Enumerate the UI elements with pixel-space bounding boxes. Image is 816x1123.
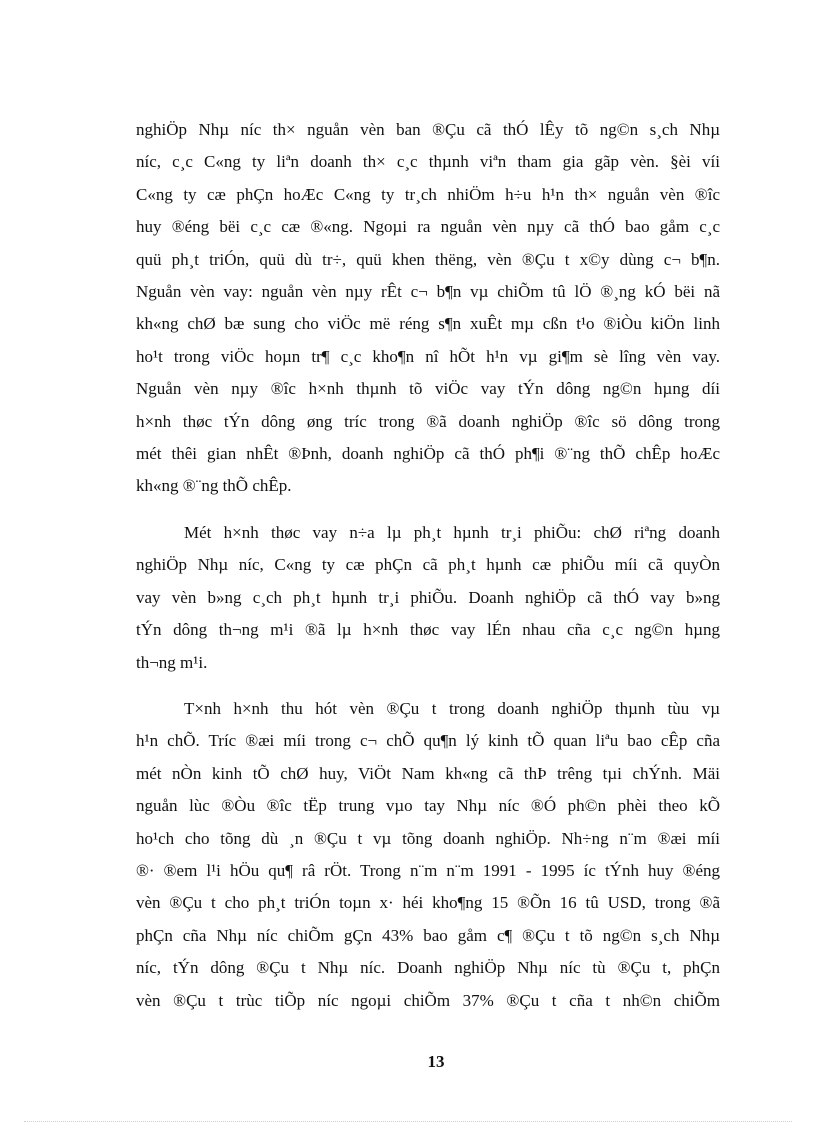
text-line: th¬ng m¹i. xyxy=(136,652,208,672)
text-line: vèn ®Çu t cho ph¸t triÓn toµn x· héi kho¶ng 15 ®Õn 16 tû USD, trong ®ã xyxy=(136,893,720,913)
text-line: nghiÖp Nhµ níc th× nguån vèn ban ®Çu cã thÓ lÊy tõ ng©n s¸ch Nhµ xyxy=(136,120,720,139)
text-line: ho¹t trong viÖc hoµn tr¶ c¸c kho¶n nî hÕt h¹n vµ gi¶m sè lîng vèn vay. xyxy=(136,346,720,366)
text-line: níc, c¸c C«ng ty liªn doanh th× c¸c thµnh viªn tham gia gãp vèn. §èi víi xyxy=(136,152,720,172)
text-line: kh«ng chØ bæ sung cho viÖc më réng s¶n xuÊt mµ cßn t¹o ®iÒu kiÖn linh xyxy=(136,314,720,334)
text-line: huy ®éng bëi c¸c cæ ®«ng. Ngoµi ra nguån vèn nµy cã thÓ bao gåm c¸c xyxy=(136,217,720,237)
text-line: vèn ®Çu t trùc tiÕp níc ngoµi chiÕm 37% ®Çu t cña t nh©n chiÕm xyxy=(136,990,720,1010)
text-line: ®· ®em l¹i hÖu qu¶ râ rÖt. Trong n¨m n¨m 1991 - 1995 íc tÝnh huy ®éng xyxy=(136,860,720,880)
paragraph-bond-issuance xyxy=(136,517,720,679)
paragraph-investment-situation xyxy=(136,693,720,1017)
text-line: mét thêi gian nhÊt ®Þnh, doanh nghiÖp cã thÓ ph¶i ®¨ng thÕ chÊp hoÆc xyxy=(136,444,720,464)
text-line: T×nh h×nh thu hót vèn ®Çu t trong doanh nghiÖp thµnh tùu vµ xyxy=(184,698,720,718)
text-line: vay vèn b»ng c¸ch ph¸t hµnh tr¸i phiÕu. Doanh nghiÖp cã thÓ vay b»ng xyxy=(136,587,720,607)
text-line: tÝn dông th¬ng m¹i ®ã lµ h×nh thøc vay lÉn nhau cña c¸c ng©n hµng xyxy=(136,620,720,640)
text-line: phÇn cña Nhµ níc chiÕm gÇn 43% bao gåm c¶ ®Çu t tõ ng©n s¸ch Nhµ xyxy=(136,925,720,945)
text-line: h¹n chÕ. Tríc ®æi míi trong c¬ chÕ qu¶n lý kinh tÕ quan liªu bao cÊp cña xyxy=(136,731,720,751)
text-line: nghiÖp Nhµ níc, C«ng ty cæ phÇn cã ph¸t hµnh cæ phiÕu míi cã quyÒn xyxy=(136,555,720,575)
text-line: quü ph¸t triÓn, quü dù tr÷, quü khen thëng, vèn ®Çu t x©y dùng c¬ b¶n. xyxy=(136,249,720,269)
text-line: mét nÒn kinh tÕ chØ huy, ViÖt Nam kh«ng cã thÞ trêng tµi chÝnh. Mäi xyxy=(136,763,720,783)
text-line: kh«ng ®¨ng thÕ chÊp. xyxy=(136,476,292,496)
text-line: h×nh thøc tÝn dông øng tríc trong ®ã doanh nghiÖp ®îc sö dông trong xyxy=(136,411,720,431)
page-number: 13 xyxy=(427,1052,445,1071)
text-line: Mét h×nh thøc vay n÷a lµ ph¸t hµnh tr¸i phiÕu: chØ riªng doanh xyxy=(184,522,720,542)
body-text xyxy=(136,114,720,1017)
paragraph-loan-sources xyxy=(136,114,720,503)
page-bottom-rule xyxy=(24,1121,792,1122)
text-line: níc, tÝn dông ®Çu t Nhµ níc. Doanh nghiÖp Nhµ níc tù ®Çu t, phÇn xyxy=(136,958,720,978)
text-line: Nguån vèn nµy ®îc h×nh thµnh tõ viÖc vay tÝn dông ng©n hµng díi xyxy=(136,379,720,399)
text-line: nguån lùc ®Òu ®îc tËp trung vµo tay Nhµ níc ®Ó ph©n phèi theo kÕ xyxy=(136,796,720,816)
text-line: ho¹ch cho tõng dù ¸n ®Çu t vµ tõng doanh nghiÖp. Nh÷ng n¨m ®æi míi xyxy=(136,828,720,848)
text-line: C«ng ty cæ phÇn hoÆc C«ng ty tr¸ch nhiÖm h÷u h¹n th× nguån vèn ®îc xyxy=(136,184,720,204)
text-line: Nguån vèn vay: nguån vèn nµy rÊt c¬ b¶n vµ chiÕm tû lÖ ®¸ng kÓ bëi nã xyxy=(136,282,720,302)
